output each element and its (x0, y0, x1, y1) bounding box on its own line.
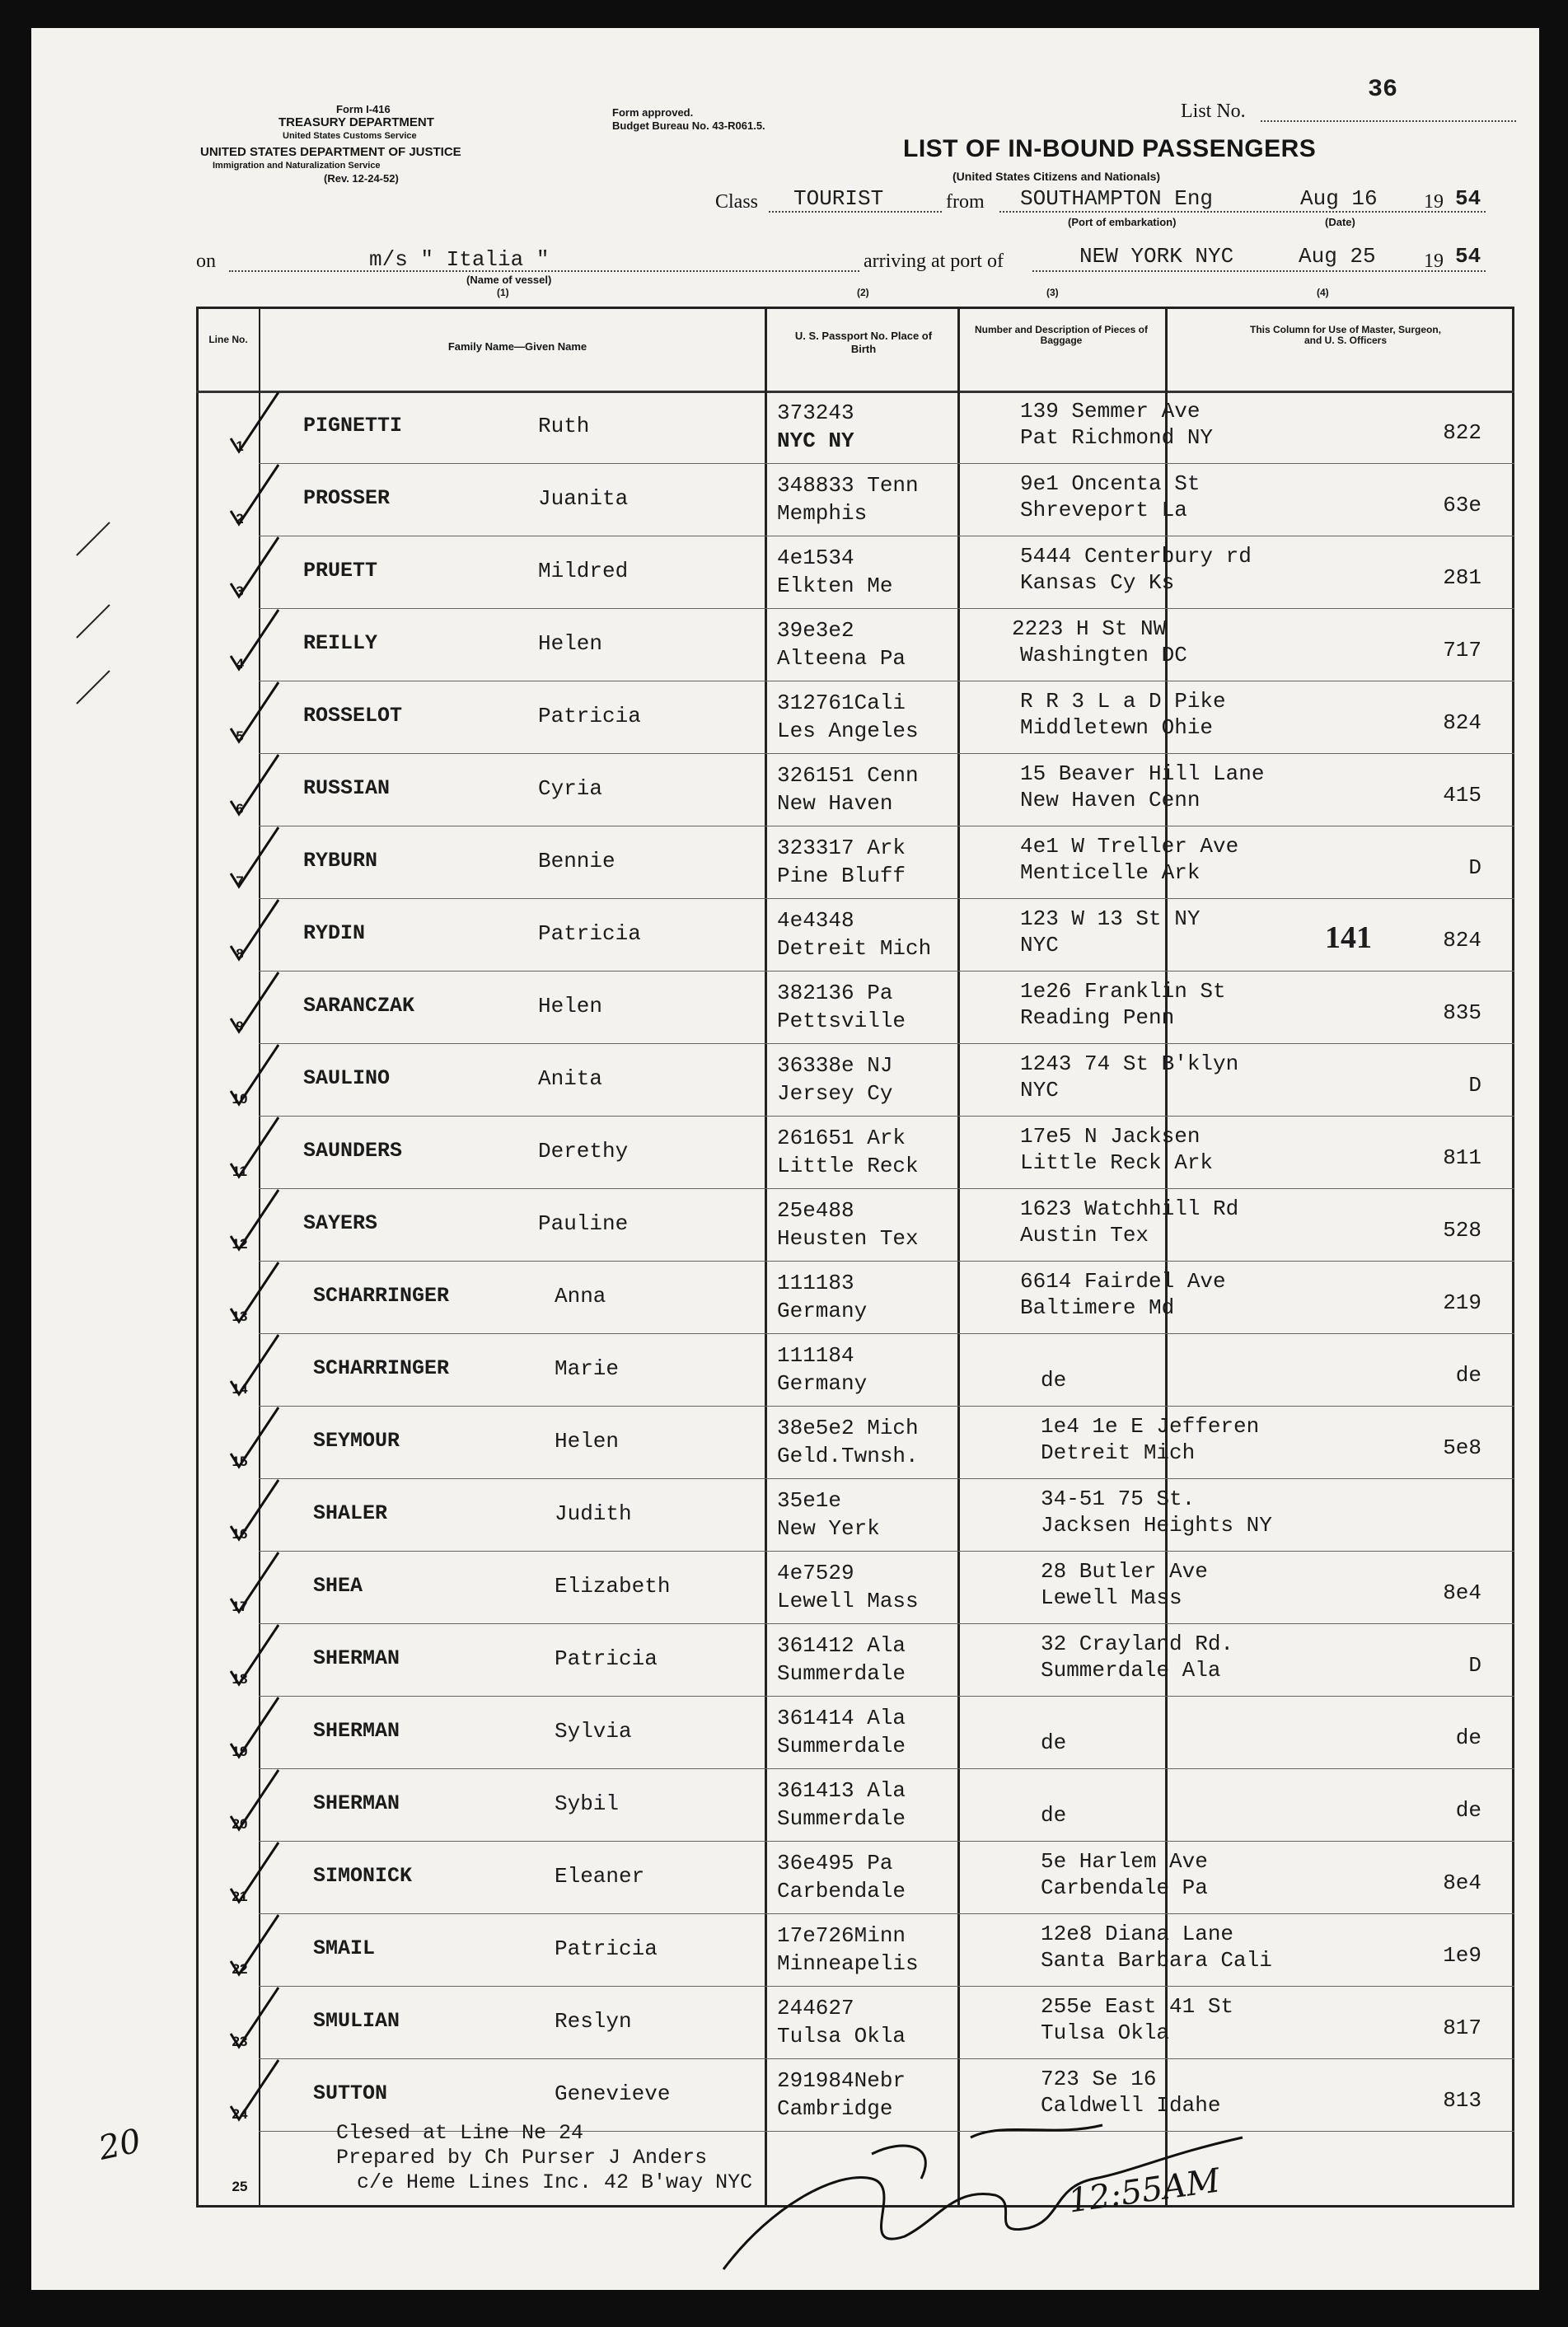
check-mark (231, 1407, 278, 1467)
line-number: 15 (232, 1454, 248, 1469)
check-mark (231, 1117, 278, 1177)
line-number: 9 (236, 1018, 244, 1034)
signature-stroke (872, 2125, 1102, 2179)
check-mark (231, 682, 278, 742)
line-number: 25 (232, 2179, 248, 2194)
family-name: SARANCZAK (303, 994, 415, 1018)
check-mark (231, 972, 278, 1032)
address-line-2: Caldwell Idahe (1041, 2093, 1221, 2118)
manifest-page (31, 28, 1539, 2290)
place-of-birth: Elkten Me (777, 574, 893, 598)
line-number: 6 (236, 801, 244, 817)
from-label: from (946, 191, 985, 213)
line-number: 5 (236, 728, 244, 744)
place-of-birth: NYC NY (777, 428, 854, 453)
on-label: on (196, 250, 216, 272)
address-line-1: 1e26 Franklin St (1020, 979, 1226, 1004)
check-mark (231, 1697, 278, 1757)
passport-number: 361414 Ala (777, 1706, 906, 1730)
passport-number: 312761Cali (777, 691, 906, 715)
passport-number: 36338e NJ (777, 1053, 893, 1078)
given-name: Mildred (538, 559, 629, 583)
place-of-birth: Germany (777, 1299, 868, 1323)
officer-mark: 219 (1443, 1290, 1481, 1315)
address-line-2: Shreveport La (1020, 498, 1187, 522)
officer-mark: de (1455, 1725, 1481, 1750)
officer-mark: de (1455, 1798, 1481, 1823)
officer-mark: 415 (1443, 783, 1481, 808)
given-name: Pauline (538, 1211, 629, 1236)
column-3-caption: (3) (1046, 287, 1059, 298)
given-name: Helen (538, 994, 603, 1018)
line-number: 8 (236, 946, 244, 962)
place-of-birth: New Yerk (777, 1516, 880, 1541)
check-mark (231, 2060, 278, 2119)
document-subtitle: (United States Citizens and Nationals) (953, 170, 1161, 183)
address-line-2: de (1041, 1730, 1067, 1755)
passport-number: 361413 Ala (777, 1778, 906, 1803)
passport-number: 25e488 (777, 1198, 854, 1223)
place-of-birth: Jersey Cy (777, 1081, 893, 1106)
line-number: 12 (232, 1236, 248, 1252)
address-line-1: 2223 H St NW (1012, 616, 1167, 641)
given-name: Patricia (538, 704, 641, 728)
check-mark (231, 1988, 278, 2047)
line-number: 19 (232, 1744, 248, 1759)
address-line-1: 15 Beaver Hill Lane (1020, 761, 1265, 786)
passport-number: 291984Nebr (777, 2068, 906, 2093)
address-line-1: 28 Butler Ave (1041, 1559, 1208, 1584)
check-mark (231, 1480, 278, 1539)
address-line-1: 5e Harlem Ave (1041, 1849, 1208, 1874)
check-mark (231, 392, 278, 452)
place-of-birth: Summerdale (777, 1806, 906, 1831)
footer-prepared-by: Prepared by Ch Purser J Anders (336, 2146, 708, 2170)
line-number: 21 (232, 1889, 248, 1904)
header-baggage: Number and Description of Pieces of Baggage (974, 324, 1149, 346)
check-mark (231, 1190, 278, 1249)
officer-mark: 817 (1443, 2016, 1481, 2040)
arrival-year: 54 (1455, 244, 1481, 269)
given-name: Helen (538, 631, 603, 656)
given-name: Marie (555, 1356, 620, 1381)
place-of-birth: Alteena Pa (777, 646, 906, 671)
address-line-1: 139 Semmer Ave (1020, 399, 1201, 424)
place-of-birth: Pine Bluff (777, 864, 906, 888)
line-number: 11 (232, 1164, 247, 1179)
line-number: 18 (232, 1671, 248, 1687)
list-no-label: List No. (1181, 101, 1246, 122)
family-name: SUTTON (313, 2081, 388, 2105)
check-mark (231, 1045, 278, 1104)
header-passport: U. S. Passport No. Place of Birth (794, 330, 933, 355)
given-name: Eleaner (555, 1864, 645, 1889)
officer-mark: de (1455, 1363, 1481, 1388)
line-number: 20 (232, 1816, 248, 1832)
officer-mark: 5e8 (1443, 1435, 1481, 1460)
line-number: 24 (232, 2106, 248, 2122)
address-line-2: Washingten DC (1020, 643, 1187, 667)
given-name: Cyria (538, 776, 603, 801)
place-of-birth: Memphis (777, 501, 868, 526)
place-of-birth: Geld.Twnsh. (777, 1444, 919, 1468)
form-number: Form I-416 (336, 103, 391, 115)
family-name: PRUETT (303, 559, 378, 583)
check-mark (231, 1552, 278, 1612)
family-name: RUSSIAN (303, 776, 391, 800)
margin-note: 20 (95, 2122, 145, 2168)
family-name: SMULIAN (313, 2009, 400, 2033)
address-line-1: 17e5 N Jacksen (1020, 1124, 1201, 1149)
address-line-2: Carbendale Pa (1041, 1875, 1208, 1900)
line-number: 13 (232, 1309, 248, 1324)
check-mark (231, 900, 278, 959)
given-name: Reslyn (555, 2009, 632, 2034)
passport-number: 361412 Ala (777, 1633, 906, 1658)
embarkation-port: SOUTHAMPTON Eng (1020, 186, 1214, 211)
column-2-caption: (2) (857, 287, 869, 298)
place-of-birth: Cambridge (777, 2096, 893, 2121)
check-mark (231, 537, 278, 597)
address-line-2: Middletewn Ohie (1020, 715, 1214, 740)
officer-mark: 824 (1443, 928, 1481, 953)
given-name: Patricia (538, 921, 641, 946)
justice-department: UNITED STATES DEPARTMENT OF JUSTICE (200, 145, 461, 159)
line-number: 7 (236, 873, 244, 889)
budget-bureau: Budget Bureau No. 43-R061.5. (612, 119, 765, 132)
address-line-2: Tulsa Okla (1041, 2020, 1170, 2045)
family-name: ROSSELOT (303, 704, 403, 728)
family-name: SAYERS (303, 1211, 378, 1235)
place-of-birth: Little Reck (777, 1154, 919, 1178)
arrival-date: Aug 25 (1299, 244, 1376, 269)
header-line-no: Line No. (208, 334, 248, 345)
address-line-2: Santa Barbara Cali (1041, 1948, 1272, 1973)
address-line-1: 1e4 1e E Jefferen (1041, 1414, 1260, 1439)
passport-number: 326151 Cenn (777, 763, 919, 788)
line-number: 17 (232, 1599, 248, 1614)
officer-mark: 528 (1443, 1218, 1481, 1243)
family-name: SHERMAN (313, 1646, 400, 1670)
address-line-2: Jacksen Heights NY (1041, 1513, 1272, 1538)
line-number: 22 (232, 1961, 248, 1977)
footer-closed-line: Clesed at Line Ne 24 (336, 2121, 584, 2145)
family-name: SIMONICK (313, 1864, 413, 1888)
treasury-department: TREASURY DEPARTMENT (278, 115, 434, 129)
arrival-port: NEW YORK NYC (1079, 244, 1234, 269)
passport-number: 244627 (777, 1996, 854, 2020)
column-1-caption: (1) (497, 287, 509, 298)
address-line-2: NYC (1020, 1078, 1059, 1103)
passport-number: 323317 Ark (777, 836, 906, 860)
passport-number: 36e495 Pa (777, 1851, 893, 1875)
address-line-2: NYC (1020, 933, 1059, 957)
line-number: 14 (232, 1381, 248, 1397)
page-number: 36 (1368, 76, 1398, 104)
family-name: SHEA (313, 1574, 363, 1598)
address-line-1: 123 W 13 St NY (1020, 906, 1201, 931)
line-number: 2 (236, 511, 244, 527)
check-mark (231, 827, 278, 887)
line-number: 23 (232, 2034, 248, 2049)
place-of-birth: Tulsa Okla (777, 2024, 906, 2048)
immigration-service: Immigration and Naturalization Service (213, 161, 381, 171)
address-line-2: Lewell Mass (1041, 1585, 1182, 1610)
check-mark (231, 1625, 278, 1684)
check-mark (231, 755, 278, 814)
date-caption: (Date) (1325, 216, 1355, 228)
officer-mark: 8e4 (1443, 1870, 1481, 1895)
address-line-2: Summerdale Ala (1041, 1658, 1221, 1683)
address-line-2: Menticelle Ark (1020, 860, 1201, 885)
footer-company: c/e Heme Lines Inc. 42 B'way NYC (357, 2170, 753, 2194)
address-line-1: 4e1 W Treller Ave (1020, 834, 1239, 859)
given-name: Judith (555, 1501, 632, 1526)
embarkation-date: Aug 16 (1300, 186, 1378, 211)
check-mark (231, 1335, 278, 1394)
place-of-birth: Detreit Mich (777, 936, 932, 961)
line-number: 16 (232, 1526, 248, 1542)
line-number: 10 (232, 1091, 248, 1107)
address-line-1: 6614 Fairdel Ave (1020, 1269, 1226, 1294)
officer-mark: 1e9 (1443, 1943, 1481, 1968)
class-value: TOURIST (793, 186, 884, 211)
officer-mark: D (1468, 1073, 1481, 1098)
place-of-birth: Les Angeles (777, 719, 919, 743)
embarkation-caption: (Port of embarkation) (1068, 216, 1177, 228)
address-line-1: 255e East 41 St (1041, 1994, 1234, 2019)
place-of-birth: New Haven (777, 791, 893, 816)
given-name: Derethy (538, 1139, 629, 1164)
handwritten-time: 12:55AM (1065, 2161, 1223, 2221)
arriving-label: arriving at port of (864, 250, 1004, 272)
check-mark (231, 1770, 278, 1829)
handwritten-marks (31, 28, 1539, 2290)
officer-mark: D (1468, 1653, 1481, 1678)
family-name: SCHARRINGER (313, 1284, 450, 1308)
officer-mark: 822 (1443, 420, 1481, 445)
passport-number: 261651 Ark (777, 1126, 906, 1150)
address-line-2: New Haven Cenn (1020, 788, 1201, 812)
year-prefix: 19 (1424, 191, 1444, 213)
address-line-2: Baltimere Md (1020, 1295, 1175, 1320)
family-name: SAULINO (303, 1066, 391, 1090)
margin-slash (77, 522, 110, 555)
address-line-1: 1623 Watchhill Rd (1020, 1196, 1239, 1221)
address-line-2: Reading Penn (1020, 1005, 1175, 1030)
family-name: SHERMAN (313, 1719, 400, 1743)
passport-number: 38e5e2 Mich (777, 1416, 919, 1440)
place-of-birth: Summerdale (777, 1661, 906, 1686)
family-name: RYDIN (303, 921, 366, 945)
passport-number: 4e7529 (777, 1561, 854, 1585)
family-name: SCHARRINGER (313, 1356, 450, 1380)
family-name: SHALER (313, 1501, 388, 1525)
column-4-caption: (4) (1317, 287, 1329, 298)
header-officers: This Column for Use of Master, Surgeon, and U. S. Officers (1249, 324, 1442, 346)
line-number: 1 (236, 438, 244, 454)
arrival-year-prefix: 19 (1424, 250, 1444, 272)
line-number: 4 (236, 656, 244, 672)
passport-number: 111184 (777, 1343, 854, 1368)
place-of-birth: Heusten Tex (777, 1226, 919, 1251)
officer-mark: 813 (1443, 2088, 1481, 2113)
address-line-1: 5444 Centerbury rd (1020, 544, 1252, 569)
address-line-2: Kansas Cy Ks (1020, 570, 1175, 595)
officer-mark: 8e4 (1443, 1580, 1481, 1605)
address-line-2: Detreit Mich (1041, 1440, 1196, 1465)
officer-mark: 281 (1443, 565, 1481, 590)
place-of-birth: Summerdale (777, 1734, 906, 1758)
officer-mark: 717 (1443, 638, 1481, 663)
passport-number: 382136 Pa (777, 981, 893, 1005)
place-of-birth: Lewell Mass (777, 1589, 919, 1613)
line-number: 3 (236, 583, 244, 599)
passport-number: 111183 (777, 1271, 854, 1295)
address-line-1: 723 Se 16 (1041, 2067, 1157, 2091)
family-name: SEYMOUR (313, 1429, 400, 1453)
address-line-1: 1243 74 St B'klyn (1020, 1051, 1239, 1076)
family-name: PROSSER (303, 486, 391, 510)
signature (723, 2137, 1243, 2269)
given-name: Anita (538, 1066, 603, 1091)
address-line-2: de (1041, 1368, 1067, 1393)
family-name: PIGNETTI (303, 414, 403, 438)
given-name: Anna (555, 1284, 606, 1309)
officer-mark: 835 (1443, 1000, 1481, 1025)
given-name: Bennie (538, 849, 615, 873)
family-name: RYBURN (303, 849, 378, 873)
check-mark (231, 1842, 278, 1902)
given-name: Sybil (555, 1791, 620, 1816)
family-name: SHERMAN (313, 1791, 400, 1815)
place-of-birth: Pettsville (777, 1009, 906, 1033)
document-title: LIST OF IN-BOUND PASSENGERS (903, 135, 1317, 162)
check-mark (231, 1262, 278, 1322)
vessel-caption: (Name of vessel) (466, 274, 552, 286)
header-name: Family Name—Given Name (447, 340, 587, 353)
passport-number: 17e726Minn (777, 1923, 906, 1948)
check-mark (231, 1915, 278, 1974)
check-mark (231, 465, 278, 524)
margin-slash (77, 671, 110, 704)
address-line-1: 32 Crayland Rd. (1041, 1632, 1234, 1656)
given-name: Juanita (538, 486, 629, 511)
revision-date: (Rev. 12-24-52) (324, 172, 399, 185)
given-name: Ruth (538, 414, 590, 438)
address-line-1: R R 3 L a D Pike (1020, 689, 1226, 714)
vessel-name: m/s " Italia " (369, 247, 550, 272)
given-name: Patricia (555, 1936, 658, 1961)
address-line-2: Austin Tex (1020, 1223, 1149, 1248)
given-name: Genevieve (555, 2081, 671, 2106)
family-name: REILLY (303, 631, 378, 655)
customs-service: United States Customs Service (283, 131, 417, 141)
passport-number: 4e1534 (777, 545, 854, 570)
officer-mark: D (1468, 855, 1481, 880)
given-name: Patricia (555, 1646, 658, 1671)
passport-number: 4e4348 (777, 908, 854, 933)
form-approved: Form approved. (612, 106, 694, 119)
embarkation-year: 54 (1455, 186, 1481, 211)
given-name: Elizabeth (555, 1574, 671, 1599)
officer-mark: 63e (1443, 493, 1481, 517)
place-of-birth: Carbendale (777, 1879, 906, 1903)
address-line-2: Little Reck Ark (1020, 1150, 1214, 1175)
given-name: Sylvia (555, 1719, 632, 1744)
passport-number: 373243 (777, 400, 854, 425)
passport-number: 35e1e (777, 1488, 842, 1513)
check-mark (231, 610, 278, 669)
annotation-141: 141 (1325, 920, 1372, 955)
address-line-1: 12e8 Diana Lane (1041, 1922, 1234, 1946)
address-line-1: 34-51 75 St. (1041, 1487, 1196, 1511)
officer-mark: 811 (1443, 1145, 1481, 1170)
officer-mark: 824 (1443, 710, 1481, 735)
margin-slash (77, 605, 110, 638)
given-name: Helen (555, 1429, 620, 1454)
address-line-1: 9e1 Oncenta St (1020, 471, 1201, 496)
passport-number: 39e3e2 (777, 618, 854, 643)
passport-number: 348833 Tenn (777, 473, 919, 498)
place-of-birth: Germany (777, 1371, 868, 1396)
family-name: SMAIL (313, 1936, 376, 1960)
family-name: SAUNDERS (303, 1139, 403, 1163)
place-of-birth: Minneapelis (777, 1951, 919, 1976)
address-line-2: Pat Richmond NY (1020, 425, 1214, 450)
class-label: Class (715, 191, 759, 213)
address-line-2: de (1041, 1803, 1067, 1828)
